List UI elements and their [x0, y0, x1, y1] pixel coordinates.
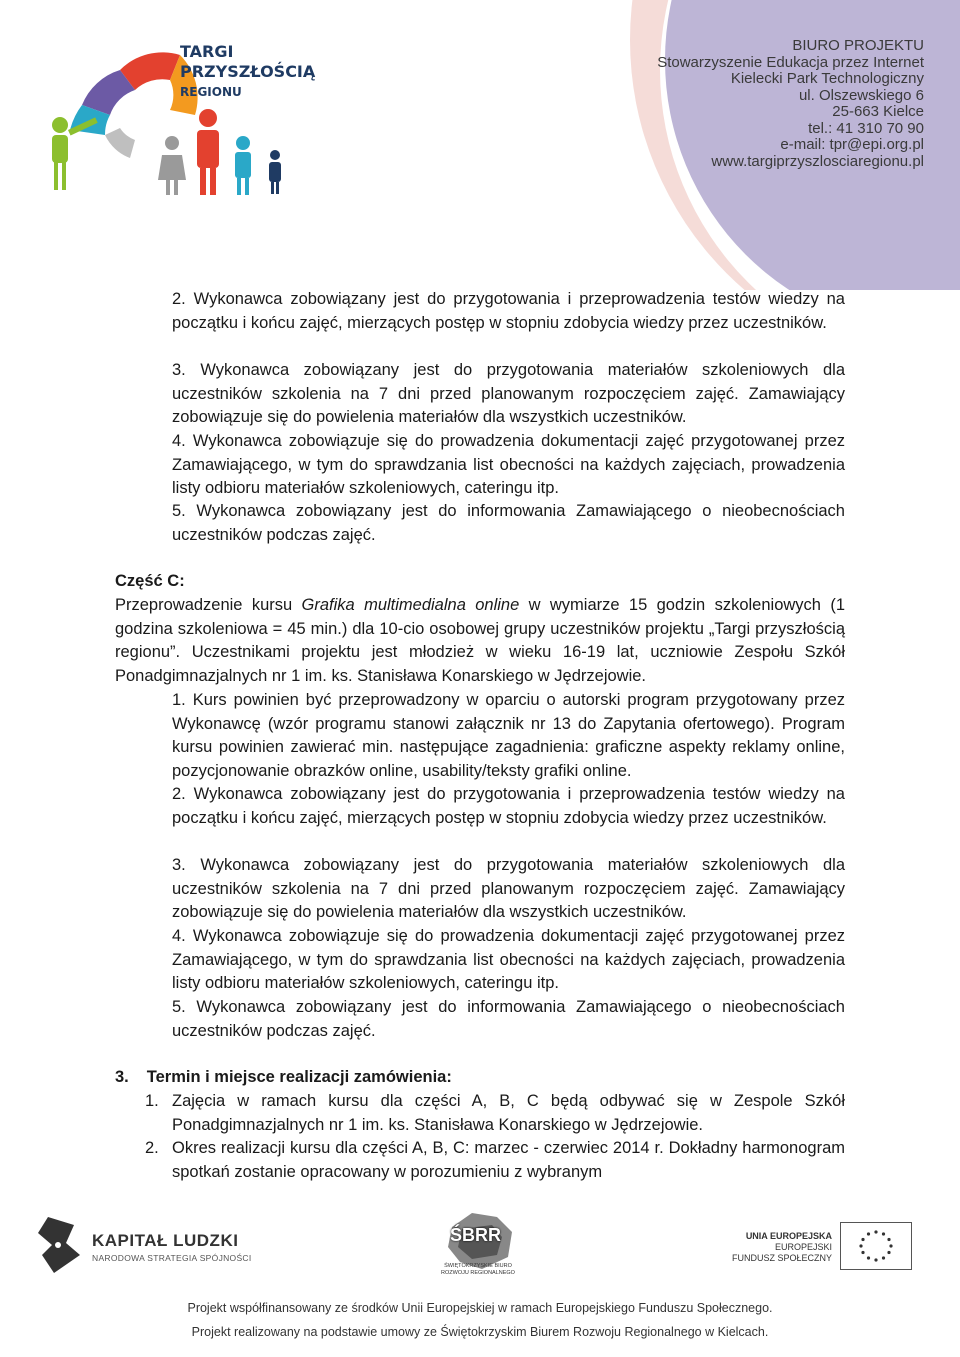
- bureau-website[interactable]: www.targiprzyszlosciaregionu.pl: [711, 152, 924, 170]
- kapital-ludzki-title: KAPITAŁ LUDZKI: [92, 1231, 239, 1250]
- b-item-2: 2. Wykonawca zobowiązany jest do przygotowania i przeprowadzenia testów wiedzy na początku i końcu zajęć, mierzących postęp w stopniu zdobycia wiedzy przez uczestników.: [172, 290, 845, 332]
- project-bureau-contact: [657, 38, 924, 170]
- part-c-heading: Część C:: [115, 572, 185, 590]
- section-3-item-2: [115, 1137, 845, 1184]
- footer-line-1: Projekt współfinansowany ze środków Unii Europejskiej w ramach Europejskiego Funduszu Społecznego.: [187, 1301, 773, 1315]
- page-header: [0, 0, 960, 290]
- bureau-organization: Stowarzyszenie Edukacja przez Internet: [657, 53, 924, 71]
- b-item-4: 4. Wykonawca zobowiązuje się do prowadzenia dokumentacji zajęć przygotowanej przez Zamawiającego, w tym do sprawdzania list obecności na każdych zajęciach, prowadzenia listy odbioru materiałów szkoleniowych, cateringu itp.: [172, 432, 845, 498]
- logo-figures: [52, 109, 281, 195]
- eu-line-1: UNIA EUROPEJSKA: [745, 1231, 832, 1241]
- section-3-item-2-number: 2.: [145, 1139, 159, 1158]
- eu-line-2: EUROPEJSKI: [774, 1242, 832, 1252]
- part-c-intro-pre: Przeprowadzenie kursu: [115, 596, 302, 614]
- kapital-ludzki-subtitle: NARODOWA STRATEGIA SPÓJNOŚCI: [92, 1253, 252, 1263]
- section-3-item-2-text: Okres realizacji kursu dla części A, B, C: marzec - czerwiec 2014 r. Dokładny harmonogram spotkań zostanie opracowany w porozumieniu z wybranym: [172, 1139, 845, 1181]
- bureau-phone: tel.: 41 310 70 90: [808, 119, 924, 137]
- eu-flag-icon: [840, 1222, 912, 1270]
- c-item-4: 4. Wykonawca zobowiązuje się do prowadzenia dokumentacji zajęć przygotowanej przez Zamawiającego, w tym do sprawdzania list obecności na każdych zajęciach, prowadzenia listy odbioru materiałów szkoleniowych, cateringu itp.: [172, 927, 845, 993]
- part-c-intro: [115, 594, 845, 688]
- eu-stars: [859, 1230, 892, 1261]
- b-item-3: 3. Wykonawca zobowiązany jest do przygotowania materiałów szkoleniowych dla uczestników szkolenia na 7 dni przed planowanym rozpoczęciem zajęć. Zamawiający zobowiązuje się do powielenia materiałów dla wszystkich uczestników.: [172, 361, 845, 427]
- logo-title-line-3: REGIONU: [180, 85, 242, 99]
- course-title: Grafika multimedialna online: [301, 596, 520, 614]
- eu-text: [732, 1231, 832, 1264]
- bureau-city: 25-663 Kielce: [832, 103, 924, 120]
- c-item-3: 3. Wykonawca zobowiązany jest do przygotowania materiałów szkoleniowych dla uczestników szkolenia na 7 dni przed planowanym rozpoczęciem zajęć. Zamawiający zobowiązuje się do powielenia materiałów dla wszystkich uczestników.: [172, 856, 845, 922]
- c-item-5: 5. Wykonawca zobowiązany jest do informowania Zamawiającego o nieobecnościach uczestników podczas zajęć.: [172, 998, 845, 1040]
- section-3-item-1: [115, 1090, 845, 1137]
- logo-title-line-2: PRZYSZŁOŚCIĄ: [180, 62, 316, 81]
- kapital-ludzki-logo: [36, 1215, 86, 1275]
- c-item-1: 1. Kurs powinien być przeprowadzony w oparciu o autorski program przygotowany przez Wykonawcę (wzór programu stanowi załącznik nr 13 do Zapytania ofertowego). Program kursu powinien zawierać min. następujące zagadnienia: graficzne aspekty reklamy online, pozycjonowanie obrazków online, usability/teksty grafiki online.: [172, 691, 845, 780]
- bureau-street: ul. Olszewskiego 6: [798, 86, 924, 104]
- bureau-location: Kielecki Park Technologiczny: [730, 70, 924, 87]
- sbrr-caption: ŚWIĘTOKRZYSKIE BIURO ROZWOJU REGIONALNEGO: [441, 1263, 515, 1276]
- bureau-email[interactable]: e-mail: tpr@epi.org.pl: [780, 136, 924, 153]
- section-3-title: Termin i miejsce realizacji zamówienia:: [146, 1068, 452, 1086]
- part-c-intro-post: w wymiarze 15 godzin szkoleniowych (1 godzina szkoleniowa = 45 min.) dla 10-cio osobowej grupy uczestników projektu „Targi przyszłością regionu”. Uczestnikami projektu jest młodzież w wieku 16-19 lat, uczniowie Zespołu Szkół Ponadgimnazjalnych nr 1 im. ks. Stanisława Konarskiego w Jędrzejowie.: [115, 596, 845, 685]
- section-3-number: 3.: [115, 1068, 129, 1086]
- section-3-heading: [115, 1068, 452, 1087]
- logo-grey-segment: [105, 128, 135, 158]
- page-footer: [0, 1195, 960, 1357]
- eu-line-3: FUNDUSZ SPOŁECZNY: [731, 1253, 832, 1263]
- b-item-5: 5. Wykonawca zobowiązany jest do informowania Zamawiającego o nieobecnościach uczestników podczas zajęć.: [172, 502, 845, 544]
- section-3-list: [115, 1090, 845, 1184]
- sbrr-logo-text: ŚBRR: [450, 1225, 502, 1245]
- bureau-title: BIURO PROJEKTU: [792, 37, 924, 54]
- logo-title: [180, 42, 315, 102]
- section-3-item-1-number: 1.: [145, 1092, 159, 1110]
- section-3-item-1-text: Zajęcia w ramach kursu dla części A, B, C będą odbywać się w Zespole Szkół Ponadgimnazjalnych nr 1 im. ks. Stanisława Konarskiego w Jędrzejowie.: [172, 1092, 845, 1134]
- footer-line-2: Projekt realizowany na podstawie umowy ze Świętokrzyskim Biurem Rozwoju Regionalnego w Kielcach.: [191, 1325, 769, 1339]
- logo-title-line-1: TARGI: [180, 42, 234, 61]
- c-item-2: 2. Wykonawca zobowiązany jest do przygotowania i przeprowadzenia testów wiedzy na początku i końcu zajęć, mierzących postęp w stopniu zdobycia wiedzy przez uczestników.: [172, 785, 845, 827]
